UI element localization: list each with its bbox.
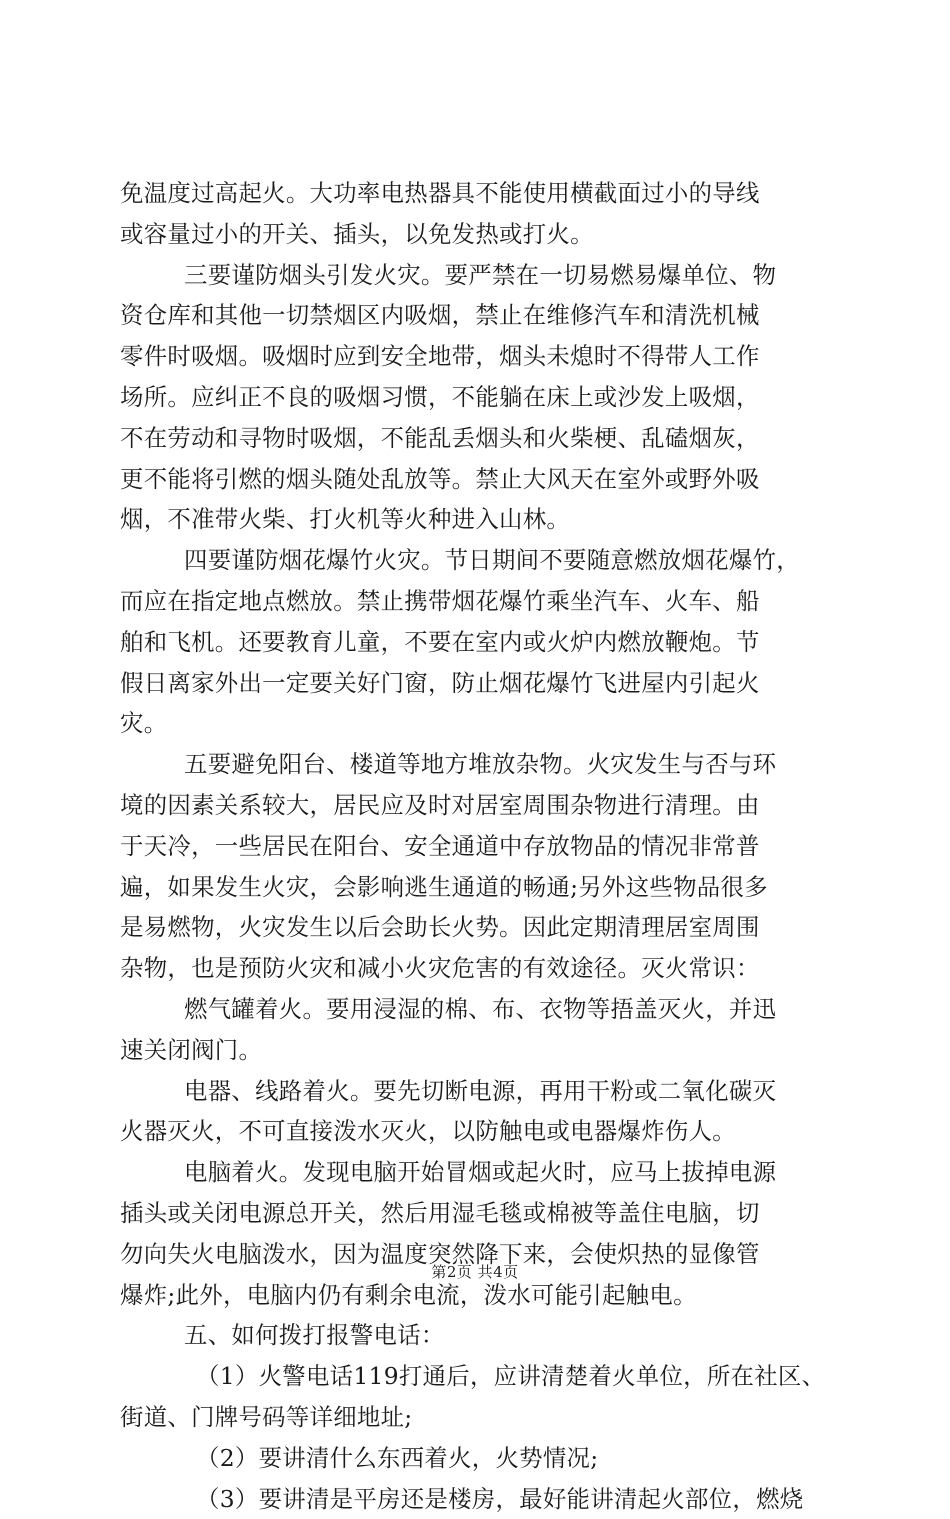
list-item: （3）要讲清是平房还是楼房，最好能讲清起火部位，燃烧	[120, 1479, 840, 1519]
paragraph-start-line: 燃气罐着火。要用浸湿的棉、布、衣物等捂盖灭火，并迅	[120, 989, 840, 1030]
list-item: （1）火警电话119打通后，应讲清楚着火单位，所在社区、	[120, 1356, 840, 1397]
text-line: 插头或关闭电源总开关，然后用湿毛毯或棉被等盖住电脑，切	[120, 1193, 840, 1234]
text-line: 假日离家外出一定要关好门窗，防止烟花爆竹飞进屋内引起火	[120, 663, 840, 704]
text-line: 杂物，也是预防火灾和减小火灾危害的有效途径。灭火常识：	[120, 948, 840, 989]
text-line: 而应在指定地点燃放。禁止携带烟花爆竹乘坐汽车、火车、船	[120, 581, 840, 622]
paragraph-start-line: 三要谨防烟头引发火灾。要严禁在一切易燃易爆单位、物	[120, 255, 840, 296]
text-line: 爆炸;此外，电脑内仍有剩余电流，泼水可能引起触电。	[120, 1275, 840, 1316]
text-line: 场所。应纠正不良的吸烟习惯，不能躺在床上或沙发上吸烟，	[120, 377, 840, 418]
section-heading: 五、如何拨打报警电话：	[120, 1315, 840, 1356]
page-number-footer: 第2页 共4页	[0, 1262, 950, 1282]
text-line: 速关闭阀门。	[120, 1030, 840, 1071]
text-line: 不在劳动和寻物时吸烟，不能乱丢烟头和火柴梗、乱磕烟灰，	[120, 418, 840, 459]
document-body	[120, 173, 840, 1519]
paragraph-start-line: 电脑着火。发现电脑开始冒烟或起火时，应马上拔掉电源	[120, 1152, 840, 1193]
text-line: 灾。	[120, 703, 840, 744]
paragraph-start-line: 电器、线路着火。要先切断电源，再用干粉或二氧化碳灭	[120, 1071, 840, 1112]
text-line: 或容量过小的开关、插头，以免发热或打火。	[120, 214, 840, 255]
text-line: 零件时吸烟。吸烟时应到安全地带，烟头未熄时不得带人工作	[120, 336, 840, 377]
text-line: 烟，不准带火柴、打火机等火种进入山林。	[120, 499, 840, 540]
paragraph-start-line: 四要谨防烟花爆竹火灾。节日期间不要随意燃放烟花爆竹，	[120, 540, 840, 581]
text-line: 资仓库和其他一切禁烟区内吸烟，禁止在维修汽车和清洗机械	[120, 295, 840, 336]
text-line: 街道、门牌号码等详细地址;	[120, 1397, 840, 1438]
paragraph-start-line: 五要避免阳台、楼道等地方堆放杂物。火灾发生与否与环	[120, 744, 840, 785]
text-line: 勿向失火电脑泼水，因为温度突然降下来，会使炽热的显像管	[120, 1234, 840, 1275]
text-line: 于天冷，一些居民在阳台、安全通道中存放物品的情况非常普	[120, 826, 840, 867]
list-item: （2）要讲清什么东西着火，火势情况;	[120, 1438, 840, 1479]
text-line: 遍，如果发生火灾，会影响逃生通道的畅通;另外这些物品很多	[120, 867, 840, 908]
text-line: 更不能将引燃的烟头随处乱放等。禁止大风天在室外或野外吸	[120, 459, 840, 500]
text-line: 是易燃物，火灾发生以后会助长火势。因此定期清理居室周围	[120, 907, 840, 948]
text-line: 境的因素关系较大，居民应及时对居室周围杂物进行清理。由	[120, 785, 840, 826]
text-line: 舶和飞机。还要教育儿童，不要在室内或火炉内燃放鞭炮。节	[120, 622, 840, 663]
text-line: 火器灭火，不可直接泼水灭火，以防触电或电器爆炸伤人。	[120, 1111, 840, 1152]
text-line: 免温度过高起火。大功率电热器具不能使用横截面过小的导线	[120, 173, 840, 214]
